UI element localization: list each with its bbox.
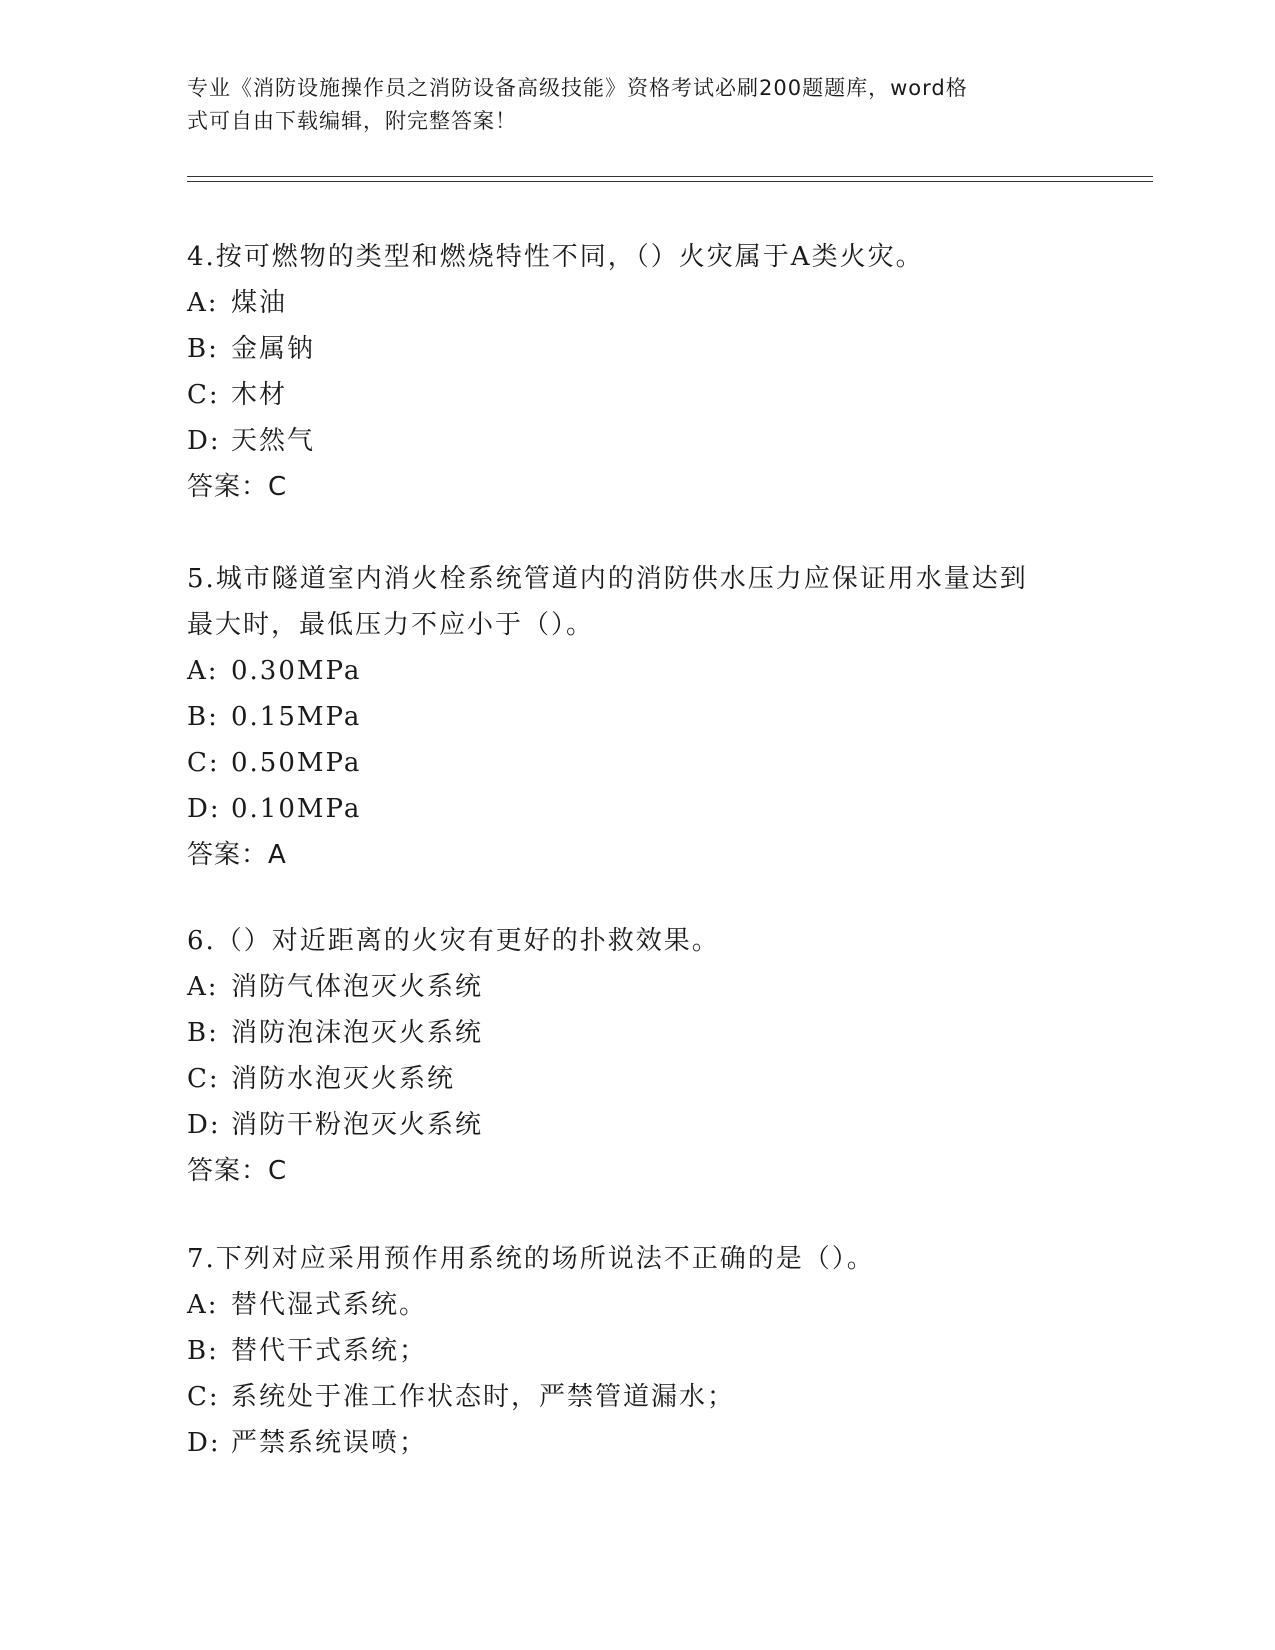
question-6 — [187, 918, 1067, 1194]
answer: 答案：C — [187, 472, 288, 502]
question-stem: 6.（）对近距离的火灾有更好的扑救效果。 — [187, 926, 720, 956]
option-b — [187, 1010, 1067, 1056]
option-text: 替代干式系统； — [231, 1336, 428, 1366]
question-stem-line-1: 5.城市隧道室内消火栓系统管道内的消防供水压力应保证用水量达到 — [187, 564, 1028, 594]
option-label: D: — [187, 794, 221, 824]
option-label: C: — [187, 1382, 220, 1412]
option-text: 0.50MPa — [231, 748, 362, 778]
option-text: 金属钠 — [231, 334, 316, 364]
option-label: A: — [187, 972, 219, 1002]
option-text: 煤油 — [231, 288, 288, 318]
option-text: 消防水泡灭火系统 — [231, 1064, 456, 1094]
option-text: 系统处于准工作状态时，严禁管道漏水； — [231, 1382, 736, 1412]
option-label: C: — [187, 380, 220, 410]
option-label: B: — [187, 702, 219, 732]
option-text: 天然气 — [231, 426, 316, 456]
document-header — [187, 72, 1087, 138]
header-line-2: 式可自由下载编辑，附完整答案！ — [187, 109, 517, 133]
question-4 — [187, 234, 1067, 510]
option-label: B: — [187, 334, 219, 364]
option-c — [187, 372, 1067, 418]
option-text: 0.30MPa — [231, 656, 362, 686]
option-text: 消防干粉泡灭火系统 — [231, 1110, 484, 1140]
question-stem: 4.按可燃物的类型和燃烧特性不同，（）火灾属于A类火灾。 — [187, 242, 924, 272]
option-text: 替代湿式系统。 — [231, 1290, 428, 1320]
option-label: D: — [187, 426, 221, 456]
option-text: 消防泡沫泡灭火系统 — [231, 1018, 484, 1048]
option-label: A: — [187, 656, 219, 686]
option-c — [187, 1374, 1067, 1420]
option-label: A: — [187, 1290, 219, 1320]
question-stem: 7.下列对应采用预作用系统的场所说法不正确的是（）。 — [187, 1244, 875, 1274]
option-d — [187, 786, 1067, 832]
option-label: B: — [187, 1018, 219, 1048]
option-b — [187, 1328, 1067, 1374]
question-7 — [187, 1236, 1067, 1466]
option-text: 0.15MPa — [231, 702, 362, 732]
option-d — [187, 1102, 1067, 1148]
option-a — [187, 648, 1067, 694]
option-text: 木材 — [231, 380, 288, 410]
option-label: C: — [187, 748, 220, 778]
option-c — [187, 740, 1067, 786]
option-label: B: — [187, 1336, 219, 1366]
option-text: 0.10MPa — [231, 794, 362, 824]
question-stem-line-2: 最大时，最低压力不应小于（）。 — [187, 610, 595, 640]
answer: 答案：C — [187, 1156, 288, 1186]
answer: 答案：A — [187, 840, 287, 870]
option-d — [187, 1420, 1067, 1466]
option-c — [187, 1056, 1067, 1102]
header-divider-bottom — [187, 181, 1153, 182]
question-5 — [187, 556, 1067, 878]
option-text: 严禁系统误喷； — [231, 1428, 428, 1458]
option-b — [187, 326, 1067, 372]
header-divider-top — [187, 176, 1153, 177]
header-line-1: 专业《消防设施操作员之消防设备高级技能》资格考试必刷200题题库，word格 — [187, 76, 968, 100]
option-b — [187, 694, 1067, 740]
option-label: D: — [187, 1110, 221, 1140]
option-a — [187, 1282, 1067, 1328]
option-a — [187, 280, 1067, 326]
option-label: D: — [187, 1428, 221, 1458]
option-d — [187, 418, 1067, 464]
option-text: 消防气体泡灭火系统 — [231, 972, 484, 1002]
option-a — [187, 964, 1067, 1010]
option-label: C: — [187, 1064, 220, 1094]
option-label: A: — [187, 288, 219, 318]
